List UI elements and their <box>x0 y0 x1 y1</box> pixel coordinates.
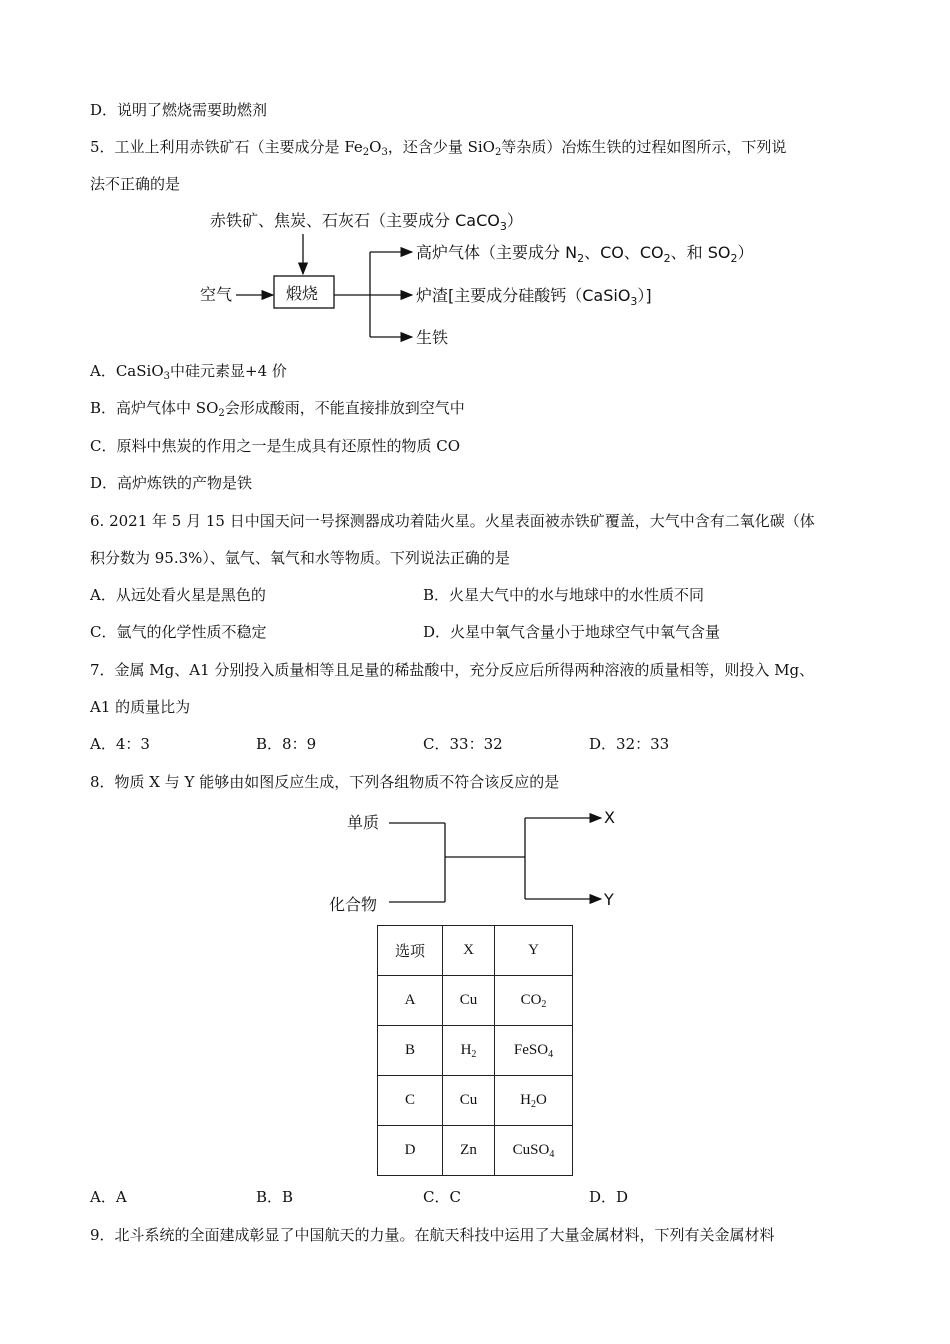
q5-option-a: A．CaSiO$_3$中硅元素显+4 价 <box>90 362 287 382</box>
table-cell-x: Cu <box>443 1076 495 1126</box>
table-header-y: Y <box>495 926 573 976</box>
table-cell-x: Cu <box>443 976 495 1026</box>
q7-option-d: D．32：33 <box>589 735 670 753</box>
table-cell-y: FeSO$_4$ <box>495 1026 573 1076</box>
q7-option-b: B．8：9 <box>256 735 317 753</box>
q8-option-d: D．D <box>589 1188 629 1206</box>
q8-product-x-label: X <box>604 808 615 827</box>
table-cell-option: C <box>378 1076 443 1126</box>
table-cell-option: B <box>378 1026 443 1076</box>
q8-option-b: B．B <box>256 1188 294 1206</box>
q5-air-label: 空气 <box>200 285 233 304</box>
q5-output-iron-label: 生铁 <box>416 328 449 347</box>
table-cell-y: $H_2O$ <box>495 1076 573 1126</box>
q5-process-label: 煅烧 <box>286 284 319 303</box>
q7-option-a: A．4：3 <box>90 735 150 753</box>
q9-stem: 9．北斗系统的全面建成彰显了中国航天的力量。在航天科技中运用了大量金属材料，下列有关金属材料 <box>90 1226 775 1244</box>
q8-option-c: C．C <box>423 1188 461 1206</box>
q8-options-table <box>377 925 573 1176</box>
q8-option-a: A．A <box>90 1188 127 1206</box>
q5-output-gas-label: 高炉气体（主要成分 $N_2$、CO、$CO_2$、和 $SO_2$） <box>416 243 754 265</box>
q8-reaction-diagram <box>325 802 635 920</box>
q8-element-label: 单质 <box>347 813 380 832</box>
q6-stem-line1: 6. 2021 年 5 月 15 日中国天问一号探测器成功着陆火星。火星表面被赤铁矿覆盖，大气中含有二氧化碳（体 <box>90 512 815 530</box>
q6-option-a: A．从远处看火星是黑色的 <box>90 586 266 604</box>
q4-option-d: D．说明了燃烧需要助燃剂 <box>90 101 268 119</box>
table-header-option: 选项 <box>378 926 443 976</box>
table-row <box>378 1126 573 1176</box>
q8-product-y-label: Y <box>604 890 614 909</box>
table-cell-option: A <box>378 976 443 1026</box>
q5-stem-line1: 5．工业上利用赤铁矿石（主要成分是 $Fe_2O_3$，还含少量 SiO$_2$等杂质）冶炼生铁的过程如图所示，下列说 <box>90 138 787 158</box>
table-row <box>378 976 573 1026</box>
q5-option-c: C．原料中焦炭的作用之一是生成具有还原性的物质 CO <box>90 437 461 455</box>
q5-raw-materials-label: 赤铁矿、焦炭、石灰石（主要成分 CaCO$_3$） <box>210 211 523 233</box>
q6-option-b: B．火星大气中的水与地球中的水性质不同 <box>423 586 705 604</box>
q8-compound-label: 化合物 <box>329 895 378 914</box>
q6-option-d: D．火星中氧气含量小于地球空气中氧气含量 <box>423 623 721 641</box>
table-cell-y: $CO_2$ <box>495 976 573 1026</box>
q6-stem-line2: 积分数为 95.3%）、氩气、氧气和水等物质。下列说法正确的是 <box>90 549 510 567</box>
q6-option-c: C．氩气的化学性质不稳定 <box>90 623 267 641</box>
table-cell-option: D <box>378 1126 443 1176</box>
q7-option-c: C．33：32 <box>423 735 503 753</box>
q5-process-diagram <box>190 202 790 352</box>
table-cell-x: Zn <box>443 1126 495 1176</box>
q8-stem: 8．物质 X 与 Y 能够由如图反应生成，下列各组物质不符合该反应的是 <box>90 773 560 791</box>
q5-stem-line2: 法不正确的是 <box>90 175 181 193</box>
q7-stem-line1: 7．金属 Mg、A1 分别投入质量相等且足量的稀盐酸中，充分反应后所得两种溶液的质量相等，则投入 Mg、 <box>90 661 815 679</box>
table-header-row <box>378 926 573 976</box>
table-row <box>378 1026 573 1076</box>
q5-option-d: D．高炉炼铁的产物是铁 <box>90 474 253 492</box>
table-cell-y: CuSO$_4$ <box>495 1126 573 1176</box>
table-header-x: X <box>443 926 495 976</box>
q5-output-slag-label: 炉渣[主要成分硅酸钙（CaSiO$_3$）] <box>416 286 652 308</box>
table-row <box>378 1076 573 1126</box>
q7-stem-line2: A1 的质量比为 <box>90 698 191 716</box>
q5-option-b: B．高炉气体中 $SO_2$会形成酸雨，不能直接排放到空气中 <box>90 399 465 419</box>
table-cell-x: $H_2$ <box>443 1026 495 1076</box>
